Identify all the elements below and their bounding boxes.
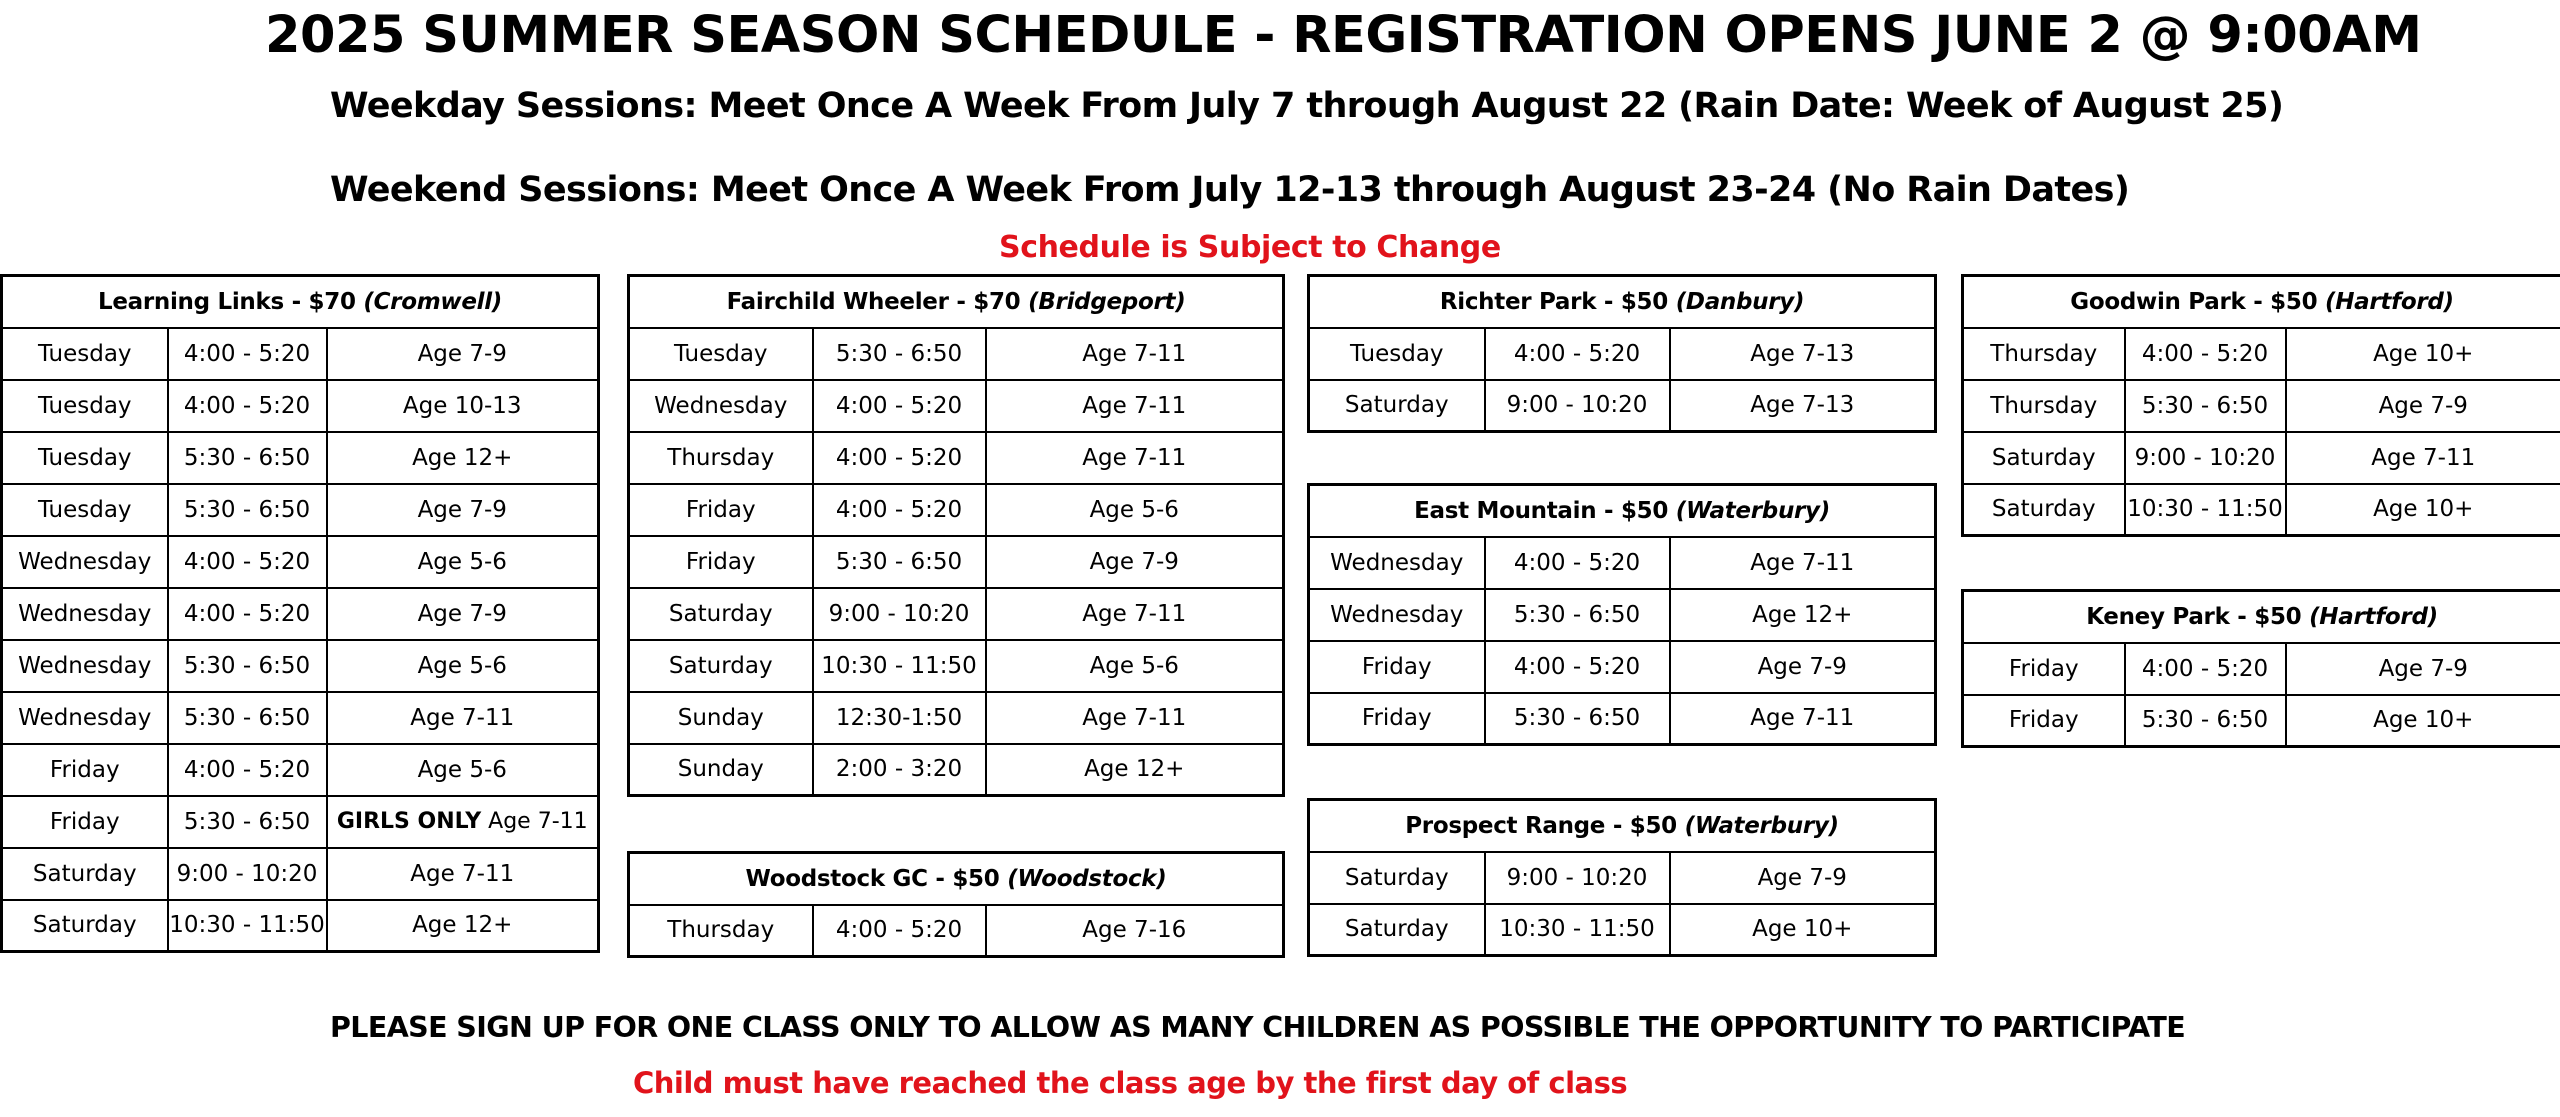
day-cell: Friday [629, 536, 813, 588]
age-cell: Age 7-11 [327, 692, 599, 744]
table-row [629, 536, 1284, 588]
time-cell: 4:00 - 5:20 [1485, 537, 1670, 589]
table-row [2, 900, 599, 952]
age-cell: Age 7-9 [986, 536, 1284, 588]
time-cell: 10:30 - 11:50 [1485, 904, 1670, 956]
age-cell: Age 7-9 [2286, 380, 2560, 432]
weekday-sessions-info: Weekday Sessions: Meet Once A Week From July 7 through August 22 (Rain Date: Week of August 25) [330, 86, 2284, 126]
day-cell: Sunday [629, 692, 813, 744]
day-cell: Friday [2, 744, 168, 796]
time-cell: 5:30 - 6:50 [1485, 693, 1670, 745]
day-cell: Thursday [629, 905, 813, 957]
age-cell: Age 5-6 [986, 640, 1284, 692]
table-row [1309, 852, 1936, 904]
table-row [629, 744, 1284, 796]
age-cell: Age 12+ [986, 744, 1284, 796]
age-value: Age 7-11 [488, 809, 588, 834]
location-name: Richter Park - $50 [1439, 288, 1668, 315]
age-cell: Age 12+ [1670, 589, 1936, 641]
time-cell: 4:00 - 5:20 [1485, 641, 1670, 693]
day-cell: Tuesday [2, 328, 168, 380]
age-cell [327, 796, 599, 848]
weekend-sessions-info: Weekend Sessions: Meet Once A Week From July 12-13 through August 23-24 (No Rain Dates) [330, 170, 2130, 210]
age-cell: Age 5-6 [327, 640, 599, 692]
time-cell: 5:30 - 6:50 [2125, 695, 2286, 747]
age-cell: Age 7-13 [1670, 380, 1936, 432]
table-row [2, 692, 599, 744]
age-cell: Age 10+ [2286, 695, 2560, 747]
table-row [2, 536, 599, 588]
day-cell: Saturday [2, 848, 168, 900]
day-cell: Saturday [1309, 380, 1485, 432]
signup-instructions: PLEASE SIGN UP FOR ONE CLASS ONLY TO ALLOW AS MANY CHILDREN AS POSSIBLE THE OPPORTUNITY TO PARTICIPATE [330, 1011, 2186, 1044]
age-cell: Age 5-6 [986, 484, 1284, 536]
table-row [629, 328, 1284, 380]
location-header [629, 276, 1284, 328]
time-cell: 4:00 - 5:20 [168, 744, 327, 796]
age-cell: Age 10+ [2286, 328, 2560, 380]
location-name: Prospect Range - $50 [1405, 812, 1677, 839]
table-row [629, 905, 1284, 957]
table-row [1309, 328, 1936, 380]
location-header [1963, 276, 2560, 328]
age-cell: Age 7-11 [986, 588, 1284, 640]
age-cell: Age 10+ [2286, 484, 2560, 536]
schedule-change-notice: Schedule is Subject to Change [999, 230, 1501, 265]
time-cell: 4:00 - 5:20 [813, 484, 986, 536]
age-cell: Age 10-13 [327, 380, 599, 432]
location-name: Woodstock GC - $50 [745, 865, 1000, 892]
time-cell: 4:00 - 5:20 [168, 380, 327, 432]
day-cell: Saturday [1309, 904, 1485, 956]
day-cell: Friday [1963, 643, 2125, 695]
time-cell: 4:00 - 5:20 [2125, 643, 2286, 695]
time-cell: 4:00 - 5:20 [813, 380, 986, 432]
location-name: Goodwin Park - $50 [2070, 288, 2318, 315]
age-cell: Age 10+ [1670, 904, 1936, 956]
schedule-table-learning-links [0, 274, 600, 953]
age-cell: Age 7-11 [1670, 693, 1936, 745]
time-cell: 5:30 - 6:50 [168, 640, 327, 692]
age-cell: Age 7-11 [986, 432, 1284, 484]
day-cell: Wednesday [629, 380, 813, 432]
location-town: (Waterbury) [1684, 812, 1839, 839]
table-row [629, 484, 1284, 536]
time-cell: 10:30 - 11:50 [813, 640, 986, 692]
table-row [1309, 589, 1936, 641]
time-cell: 5:30 - 6:50 [813, 328, 986, 380]
day-cell: Sunday [629, 744, 813, 796]
day-cell: Saturday [1963, 432, 2125, 484]
table-row [629, 588, 1284, 640]
location-header [1309, 276, 1936, 328]
day-cell: Wednesday [1309, 537, 1485, 589]
time-cell: 9:00 - 10:20 [1485, 380, 1670, 432]
day-cell: Tuesday [629, 328, 813, 380]
location-town: (Hartford) [2309, 603, 2438, 630]
location-header [1963, 591, 2560, 643]
day-cell: Tuesday [1309, 328, 1485, 380]
location-town: (Waterbury) [1675, 497, 1830, 524]
age-cell: Age 7-11 [986, 380, 1284, 432]
location-header [1309, 800, 1936, 852]
age-cell: Age 7-9 [2286, 643, 2560, 695]
age-cell: Age 7-13 [1670, 328, 1936, 380]
day-cell: Wednesday [2, 536, 168, 588]
location-header [2, 276, 599, 328]
time-cell: 12:30-1:50 [813, 692, 986, 744]
table-row [2, 588, 599, 640]
day-cell: Wednesday [2, 692, 168, 744]
location-town: (Hartford) [2325, 288, 2454, 315]
day-cell: Wednesday [1309, 589, 1485, 641]
age-cell: Age 7-9 [327, 588, 599, 640]
time-cell: 4:00 - 5:20 [168, 588, 327, 640]
day-cell: Tuesday [2, 380, 168, 432]
schedule-table-richter-park [1307, 274, 1937, 433]
age-cell: Age 7-11 [2286, 432, 2560, 484]
time-cell: 9:00 - 10:20 [1485, 852, 1670, 904]
location-town: (Bridgeport) [1028, 288, 1186, 315]
schedule-table-fairchild-wheeler [627, 274, 1285, 797]
table-row [1963, 328, 2560, 380]
day-cell: Saturday [1963, 484, 2125, 536]
location-town: (Danbury) [1675, 288, 1805, 315]
age-cell: Age 5-6 [327, 744, 599, 796]
day-cell: Wednesday [2, 640, 168, 692]
time-cell: 5:30 - 6:50 [2125, 380, 2286, 432]
schedule-table-goodwin-park [1961, 274, 2560, 537]
table-row [1963, 484, 2560, 536]
location-header [629, 853, 1284, 905]
day-cell: Tuesday [2, 484, 168, 536]
table-row [2, 432, 599, 484]
location-town: (Woodstock) [1007, 865, 1167, 892]
day-cell: Tuesday [2, 432, 168, 484]
day-cell: Thursday [1963, 380, 2125, 432]
age-cell: Age 7-11 [986, 692, 1284, 744]
table-row [2, 380, 599, 432]
table-row [1963, 432, 2560, 484]
age-cell: Age 5-6 [327, 536, 599, 588]
time-cell: 4:00 - 5:20 [2125, 328, 2286, 380]
table-row [1963, 380, 2560, 432]
age-cell: Age 12+ [327, 432, 599, 484]
day-cell: Saturday [1309, 852, 1485, 904]
age-cell: Age 7-11 [1670, 537, 1936, 589]
time-cell: 9:00 - 10:20 [168, 848, 327, 900]
location-name: Keney Park - $50 [2086, 603, 2302, 630]
time-cell: 5:30 - 6:50 [168, 432, 327, 484]
schedule-table-keney-park [1961, 589, 2560, 748]
girls-only-label: GIRLS ONLY [336, 809, 482, 834]
age-cell: Age 7-9 [1670, 641, 1936, 693]
table-row [1963, 695, 2560, 747]
age-cell: Age 7-9 [327, 484, 599, 536]
table-row [629, 432, 1284, 484]
time-cell: 2:00 - 3:20 [813, 744, 986, 796]
time-cell: 9:00 - 10:20 [2125, 432, 2286, 484]
time-cell: 5:30 - 6:50 [168, 796, 327, 848]
age-requirement-note: Child must have reached the class age by the first day of class [633, 1066, 1628, 1100]
day-cell: Wednesday [2, 588, 168, 640]
day-cell: Friday [1963, 695, 2125, 747]
time-cell: 4:00 - 5:20 [168, 536, 327, 588]
table-row [1309, 641, 1936, 693]
table-row [1309, 693, 1936, 745]
age-cell: Age 7-9 [1670, 852, 1936, 904]
location-name: Learning Links - $70 [97, 288, 356, 315]
table-row [1309, 537, 1936, 589]
time-cell: 5:30 - 6:50 [168, 484, 327, 536]
time-cell: 5:30 - 6:50 [168, 692, 327, 744]
time-cell: 9:00 - 10:20 [813, 588, 986, 640]
time-cell: 10:30 - 11:50 [2125, 484, 2286, 536]
day-cell: Saturday [629, 588, 813, 640]
day-cell: Thursday [1963, 328, 2125, 380]
table-row [629, 692, 1284, 744]
location-header [1309, 485, 1936, 537]
day-cell: Saturday [629, 640, 813, 692]
table-row [1309, 380, 1936, 432]
day-cell: Friday [1309, 641, 1485, 693]
age-cell: Age 7-11 [327, 848, 599, 900]
location-name: East Mountain - $50 [1414, 497, 1669, 524]
age-cell: Age 7-9 [327, 328, 599, 380]
table-row [629, 380, 1284, 432]
table-row [1963, 643, 2560, 695]
day-cell: Friday [629, 484, 813, 536]
day-cell: Friday [1309, 693, 1485, 745]
time-cell: 10:30 - 11:50 [168, 900, 327, 952]
time-cell: 4:00 - 5:20 [168, 328, 327, 380]
time-cell: 4:00 - 5:20 [813, 432, 986, 484]
schedule-table-prospect-range [1307, 798, 1937, 957]
age-cell: Age 7-11 [986, 328, 1284, 380]
schedule-table-east-mountain [1307, 483, 1937, 746]
day-cell: Thursday [629, 432, 813, 484]
age-cell: Age 12+ [327, 900, 599, 952]
table-row [1309, 904, 1936, 956]
table-row [2, 848, 599, 900]
time-cell: 4:00 - 5:20 [813, 905, 986, 957]
day-cell: Friday [2, 796, 168, 848]
schedule-table-woodstock-gc [627, 851, 1285, 958]
table-row [2, 640, 599, 692]
table-row [629, 640, 1284, 692]
age-cell: Age 7-16 [986, 905, 1284, 957]
table-row [2, 744, 599, 796]
table-row [2, 484, 599, 536]
table-row [2, 328, 599, 380]
time-cell: 4:00 - 5:20 [1485, 328, 1670, 380]
day-cell: Saturday [2, 900, 168, 952]
location-town: (Cromwell) [363, 288, 503, 315]
time-cell: 5:30 - 6:50 [1485, 589, 1670, 641]
page-title: 2025 SUMMER SEASON SCHEDULE - REGISTRATION OPENS JUNE 2 @ 9:00AM [265, 6, 2422, 65]
table-row [2, 796, 599, 848]
time-cell: 5:30 - 6:50 [813, 536, 986, 588]
location-name: Fairchild Wheeler - $70 [726, 288, 1021, 315]
